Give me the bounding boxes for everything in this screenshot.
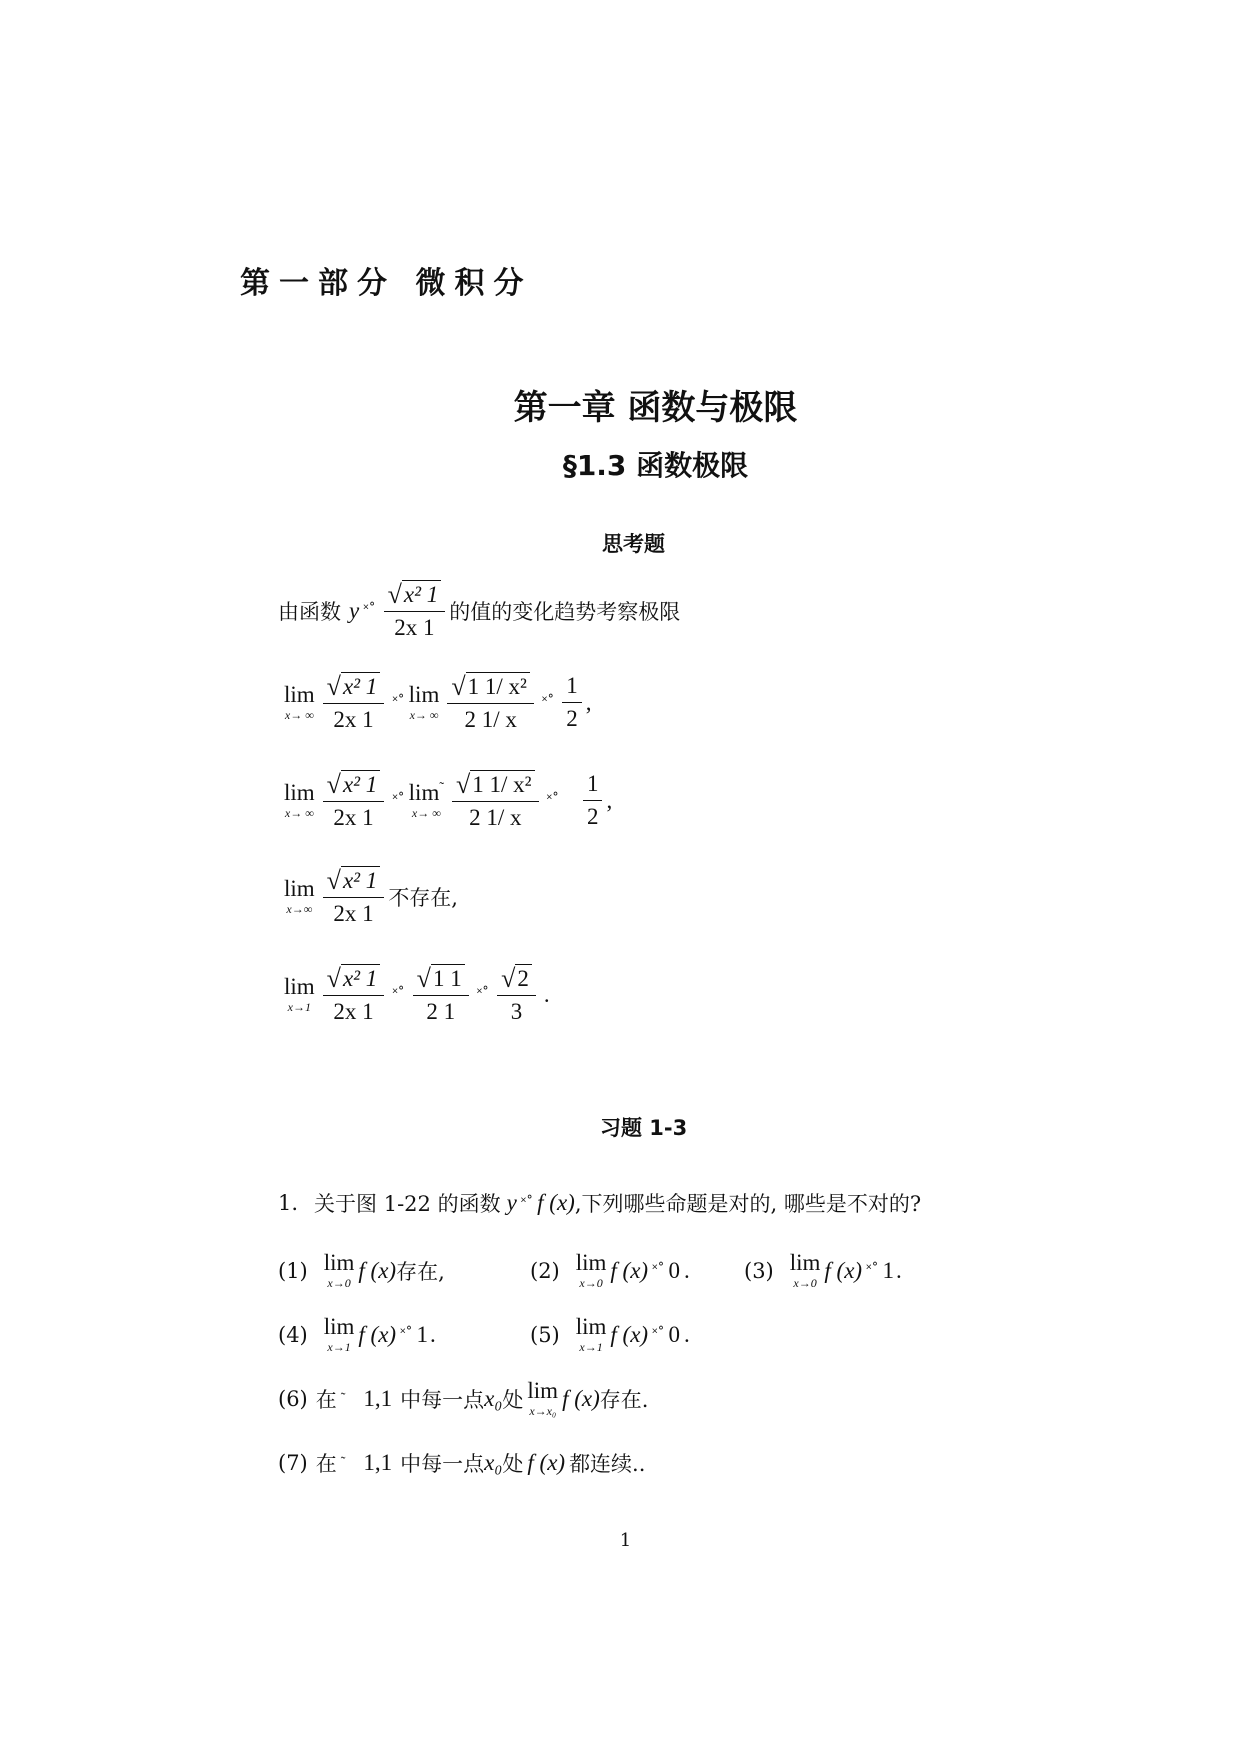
item-2: (2) lim x→0 f (x) ˟˚ 0 . — [530, 1250, 690, 1290]
think-intro-suffix: 的值的变化趋势考察极限 — [449, 599, 681, 624]
item-5: (5) lim x→1 f (x) ˟˚ 0 . — [530, 1314, 690, 1354]
think-intro-prefix: 由函数 — [278, 599, 341, 624]
lim-operator: lim x→ ∞ — [408, 682, 440, 722]
item-label: (6) — [278, 1386, 308, 1411]
think-intro — [278, 580, 680, 641]
question-1 — [278, 1188, 921, 1218]
sqrt-sign: √ — [387, 580, 402, 609]
period: . — [543, 981, 550, 1007]
fraction: √ x² 1 2x 1 — [323, 770, 385, 831]
item-text: 存在, — [396, 1259, 445, 1284]
numerator — [384, 580, 446, 612]
var-y: y — [506, 1190, 517, 1215]
fraction: √ 1 1/ x² 2 1/ x — [452, 770, 539, 831]
lim-operator: lim x→ ∞ — [284, 682, 315, 722]
section-title: §1.3 函数极限 — [562, 449, 749, 482]
item-label: (5) — [530, 1322, 560, 1347]
equals-glyph: ˟˚ — [363, 602, 376, 618]
question-text-prefix: 关于图 1-22 的函数 — [314, 1192, 501, 1216]
fraction: √ x² 1 2x 1 — [323, 964, 385, 1025]
item-label: (4) — [278, 1322, 308, 1347]
limit-line-3 — [284, 866, 458, 927]
lim-operator: lim x→∞ — [284, 876, 315, 916]
limit-line-1 — [284, 672, 592, 733]
comma: , — [606, 787, 613, 813]
lim-operator: lim˜ x→ ∞ — [408, 780, 445, 820]
item-label: (3) — [744, 1258, 774, 1283]
not-exist-text: 不存在, — [388, 885, 458, 910]
item-label: (7) — [278, 1451, 308, 1475]
item-3: (3) lim x→0 f (x) ˟˚ 1 . — [744, 1250, 902, 1290]
limit-line-4 — [284, 964, 550, 1025]
function-fx: f (x) — [537, 1190, 575, 1215]
item-6: (6) 在 ˜ 1,1 中每一点 x₀ 处 lim x→x₀ f (x) 存在. — [278, 1378, 649, 1418]
radicand: x² 1 — [402, 580, 441, 608]
fraction: √ 1 1 2 1 — [413, 964, 469, 1025]
think-heading: 思考题 — [602, 532, 665, 556]
page-number: 1 — [619, 1530, 632, 1551]
equals-glyph: ˟˚ — [392, 792, 405, 808]
equals-glyph: ˟˚ — [392, 694, 405, 710]
chapter-title: 第一章 函数与极限 — [513, 388, 798, 428]
item-4: (4) lim x→1 f (x) ˟˚ 1 . — [278, 1314, 436, 1354]
var-y: y — [349, 597, 360, 623]
denominator: 2x 1 — [394, 615, 435, 640]
items-row-1: (1) lim x→0 f (x) 存在, — [278, 1250, 445, 1290]
limit-line-2 — [284, 770, 612, 831]
fraction — [384, 580, 446, 641]
equals-glyph: ˟˚ — [520, 1194, 534, 1211]
fraction-one-half: $\frac{1}{2}$ — [583, 771, 603, 830]
equals-glyph: ˟˚ — [541, 694, 555, 710]
fraction-one-half: $\frac{1}{2}$ — [562, 673, 582, 732]
item-label: (1) — [278, 1258, 308, 1283]
item-7: (7) 在 ˜ 1,1 中每一点 x₀ 处 f (x) 都连续.. — [278, 1450, 646, 1476]
fraction: √ x² 1 2x 1 — [323, 672, 385, 733]
equals-glyph: ˟˚ — [476, 986, 490, 1002]
equals-glyph: ˟˚ — [546, 792, 559, 808]
fraction: √ x² 1 2x 1 — [323, 866, 385, 927]
fraction: √ 1 1/ x² 2 1/ x — [447, 672, 534, 733]
fraction-sqrt2-3: √ 2 3 — [497, 964, 536, 1025]
lim-operator: lim x→ ∞ — [284, 780, 315, 820]
question-text-suffix: ,下列哪些命题是对的, 哪些是不对的? — [574, 1192, 922, 1216]
item-label: (2) — [530, 1258, 560, 1283]
lim-operator: lim x→1 — [284, 974, 315, 1014]
exercise-heading: 习题 1-3 — [600, 1116, 688, 1140]
comma: , — [585, 689, 592, 715]
equals-glyph: ˟˚ — [392, 986, 405, 1002]
question-number: 1. — [278, 1191, 299, 1215]
part-title: 第一部分 微积分 — [240, 266, 533, 301]
